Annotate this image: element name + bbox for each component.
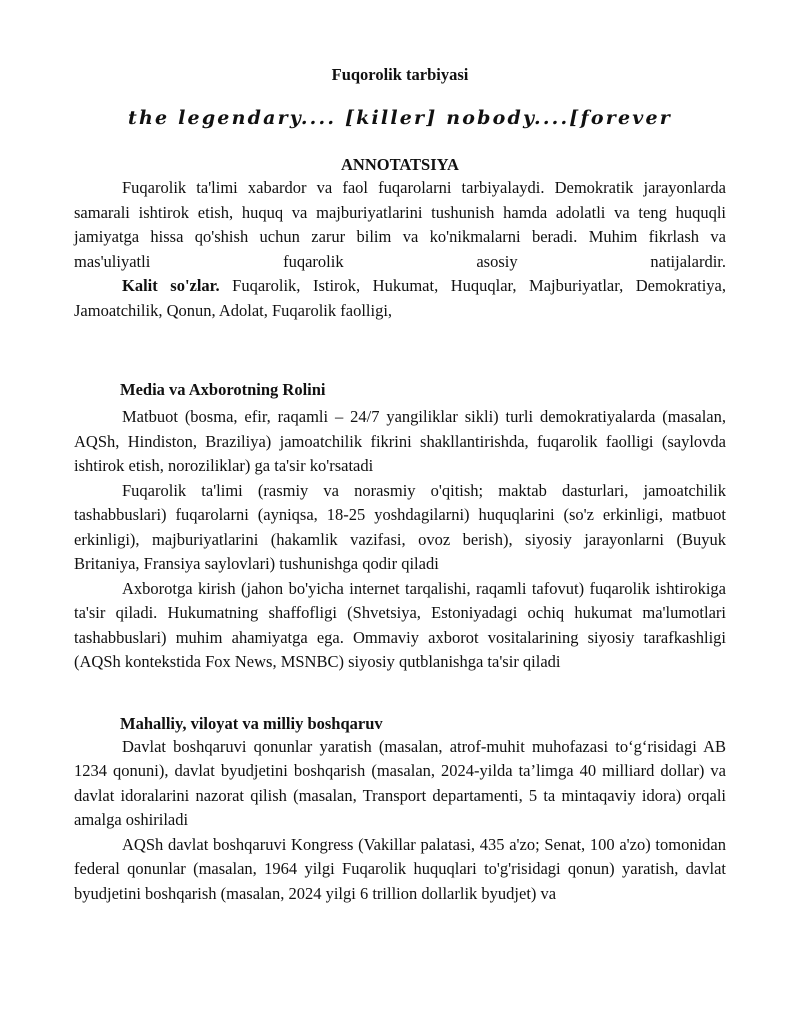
annotation-heading: ANNOTATSIYA (341, 155, 459, 174)
section-heading-governance: Mahalliy, viloyat va milliy boshqaruv (120, 713, 383, 733)
section-paragraph: Matbuot (bosma, efir, raqamli – 24/7 yangiliklar sikli) turli demokratiyalarda (masalan, AQSh, Hindiston, Braziliya) jamoatchilik fikrini shakllantirishda, fuqarolik faolligi (saylovda ishtirok etish, noroziliklar) ga ta'sir ko'rsatadi (74, 407, 726, 475)
section-paragraph: Fuqarolik ta'limi (rasmiy va norasmiy o'qitish; maktab dasturlari, jamoatchilik tashabbuslari) fuqarolarni (ayniqsa, 18-25 yoshdagilarni) huquqlarini (so'z erkinligi, matbuot erkinligi), majburiyatlarini (hakamlik vazifasi, ovoz berish), siyosiy jarayonlarni (Buyuk Britaniya, Fransiya saylovlari) tushunishga qodir qiladi (74, 480, 726, 573)
section-paragraph: Axborotga kirish (jahon bo'yicha internet tarqalishi, raqamli tafovut) fuqarolik ishtirokiga ta'sir qiladi. Hukumatning shaffofligi (Shvetsiya, Estoniyadagi ochiq hukumat ma'lumotlari tashabbuslari) muhim ahamiyatga ega. Ommaviy axborot vositalarining siyosiy tarafkashligi (AQSh kontekstida Fox News, MSNBC) siyosiy qutblanishga ta'sir qiladi (74, 578, 726, 671)
section-paragraph: Davlat boshqaruvi qonunlar yaratish (masalan, atrof-muhit muhofazasi to‘g‘risidagi AB 1234 qonuni), davlat byudjetini boshqarish (masalan, 2024-yilda ta’limga 40 milliard dollar) va davlat idoralarini nazorat qilish (masalan, Transport departamenti, 5 ta mintaqaviy idora) orqali amalga oshiriladi (74, 736, 726, 829)
keywords-paragraph (74, 274, 726, 323)
section-heading-media: Media va Axborotning Rolini (120, 380, 326, 399)
keywords-label: Kalit so'zlar. (122, 276, 220, 295)
document-title: Fuqorolik tarbiyasi (331, 65, 469, 84)
document-subtitle: the legendary.... [killer] nobody....[forever (128, 107, 672, 129)
section-paragraph: AQSh davlat boshqaruvi Kongress (Vakillar palatasi, 435 a'zo; Senat, 100 a'zo) tomonidan federal qonunlar (masalan, 1964 yilgi Fuqarolik huquqlari to'g'risidagi qonun) yaratish, davlat byudjetini boshqarish (masalan, 2024 yilgi 6 trillion dollarlik byudjet) va (74, 834, 726, 903)
keywords-list: Fuqarolik, Istirok, Hukumat, Huquqlar, Majburiyatlar, Demokratiya, Jamoatchilik, Qonun, Adolat, Fuqarolik faolligi, (74, 276, 726, 320)
annotation-paragraph: Fuqarolik ta'limi xabardor va faol fuqarolarni tarbiyalaydi. Demokratik jarayonlarda samarali ishtirok etish, huquq va majburiyatlarini tushunish hamda adolatli va teng huquqli jamiyatga hissa qo'shish uchun zarur bilim va ko'nikmalarni beradi. Muhim fikrlash va mas'uliyatli fuqarolik asosiy natijalardir. (74, 178, 726, 271)
